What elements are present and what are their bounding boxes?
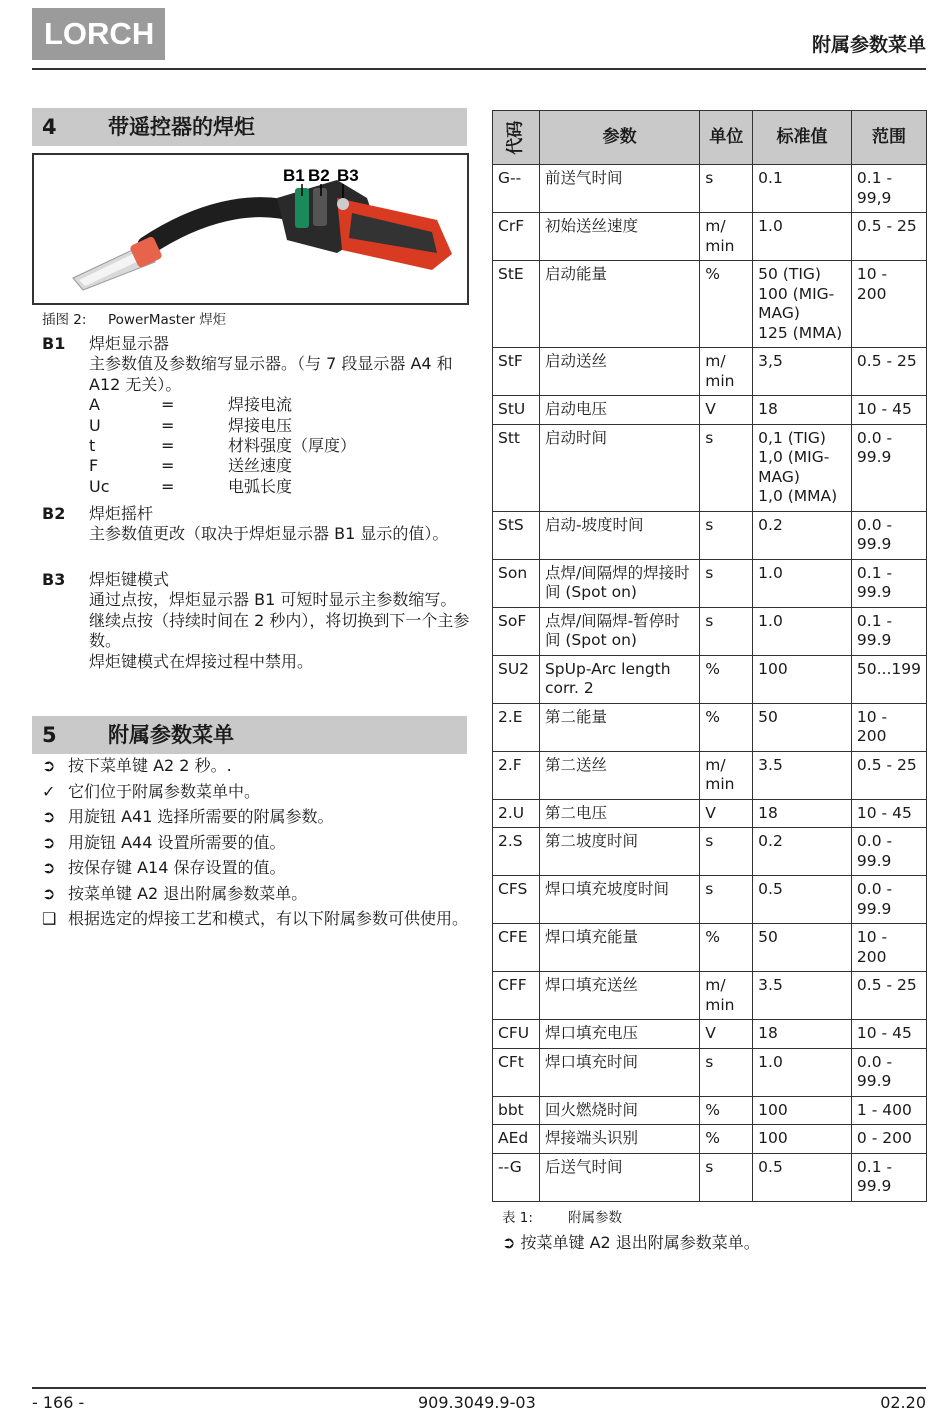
cell-parameter: 启动时间 <box>539 424 699 511</box>
procedure-step-text: 根据选定的焊接工艺和模式，有以下附属参数可供使用。 <box>68 909 469 928</box>
cell-parameter: 点焊/间隔焊-暂停时间 (Spot on) <box>539 607 699 655</box>
cell-code: StF <box>493 348 540 396</box>
cell-unit: % <box>700 1125 753 1154</box>
cell-parameter: 第二能量 <box>539 703 699 751</box>
table-row <box>493 924 927 972</box>
header-divider <box>32 68 926 70</box>
b2-key: B2 <box>42 504 66 523</box>
figure-caption-label: 插图 2: <box>42 312 87 328</box>
cell-code: CFU <box>493 1020 540 1049</box>
cell-code: StU <box>493 396 540 425</box>
cell-code: bbt <box>493 1096 540 1125</box>
cell-range: 0.5 - 25 <box>851 348 926 396</box>
cell-standard: 1.0 <box>753 607 852 655</box>
cell-unit: s <box>700 876 753 924</box>
table-row <box>493 511 927 559</box>
b1-row: A = 焊接电流 <box>89 395 293 415</box>
section-5-heading <box>32 716 467 754</box>
label-b3: B3 <box>337 166 359 185</box>
b1-title: 焊炬显示器 <box>89 334 170 353</box>
procedure-step <box>42 909 474 929</box>
column-header-code: 代码 <box>493 111 540 165</box>
cell-code: 2.S <box>493 828 540 876</box>
b3-description <box>42 570 472 672</box>
cell-range: 0.1 - 99,9 <box>851 165 926 213</box>
b2-text: 主参数值更改（取决于焊炬显示器 B1 显示的值）。 <box>89 524 449 544</box>
page-number: - 166 - <box>32 1393 85 1412</box>
footer-divider <box>32 1387 926 1389</box>
cell-standard: 1.0 <box>753 1048 852 1096</box>
cell-standard: 1.0 <box>753 213 852 261</box>
cell-parameter: 第二电压 <box>539 799 699 828</box>
cell-standard: 0.2 <box>753 511 852 559</box>
cell-standard: 100 <box>753 1096 852 1125</box>
table-row <box>493 559 927 607</box>
cell-code: --G <box>493 1153 540 1201</box>
procedure-step-text: 按下菜单键 A2 2 秒。. <box>68 756 232 775</box>
procedure-step <box>42 884 474 904</box>
cell-code: SU2 <box>493 655 540 703</box>
cell-unit: m/ min <box>700 348 753 396</box>
cell-parameter: 焊接端头识别 <box>539 1125 699 1154</box>
column-header-unit: 单位 <box>700 111 753 165</box>
table-row <box>493 828 927 876</box>
section-4-heading <box>32 108 467 146</box>
column-header-range: 范围 <box>851 111 926 165</box>
table-row <box>493 424 927 511</box>
table-row <box>493 799 927 828</box>
welding-torch-illustration <box>37 158 464 300</box>
cell-unit: % <box>700 924 753 972</box>
cell-code: 2.U <box>493 799 540 828</box>
cell-range: 10 - 200 <box>851 703 926 751</box>
label-b1: B1 <box>283 166 305 185</box>
cell-parameter: 启动电压 <box>539 396 699 425</box>
cell-parameter: 第二坡度时间 <box>539 828 699 876</box>
table-row <box>493 972 927 1020</box>
cell-range: 0.1 - 99.9 <box>851 607 926 655</box>
cell-parameter: 前送气时间 <box>539 165 699 213</box>
b3-key: B3 <box>42 570 66 589</box>
cell-range: 1 - 400 <box>851 1096 926 1125</box>
cell-standard: 50 <box>753 703 852 751</box>
table-caption-text: 附属参数 <box>568 1210 622 1226</box>
section-number: 4 <box>42 115 57 139</box>
cell-standard: 18 <box>753 799 852 828</box>
parameter-table <box>492 110 927 1202</box>
cell-code: StE <box>493 261 540 348</box>
page-header-title: 附属参数菜单 <box>811 34 926 56</box>
cell-range: 0.0 - 99.9 <box>851 511 926 559</box>
b3-title: 焊炬键模式 <box>89 570 170 589</box>
cell-standard: 1.0 <box>753 559 852 607</box>
column-header-standard: 标准值 <box>753 111 852 165</box>
column-header-parameter: 参数 <box>539 111 699 165</box>
table-header-row <box>493 111 927 165</box>
cell-range: 10 - 45 <box>851 396 926 425</box>
cell-code: CFt <box>493 1048 540 1096</box>
procedure-step <box>42 807 474 827</box>
cell-parameter: 焊口填充电压 <box>539 1020 699 1049</box>
b1-description <box>42 334 472 497</box>
section-title: 附属参数菜单 <box>108 723 234 747</box>
b2-description <box>42 504 472 545</box>
arrow-right-icon: ➲ <box>42 832 56 852</box>
cell-code: SoF <box>493 607 540 655</box>
cell-range: 10 - 45 <box>851 1020 926 1049</box>
table-row <box>493 703 927 751</box>
procedure-steps <box>42 756 474 935</box>
cell-parameter: 焊口填充能量 <box>539 924 699 972</box>
table-row <box>493 1096 927 1125</box>
procedure-step <box>42 858 474 878</box>
cell-parameter: 点焊/间隔焊的焊接时间 (Spot on) <box>539 559 699 607</box>
cell-standard: 3.5 <box>753 751 852 799</box>
cell-range: 0.0 - 99.9 <box>851 828 926 876</box>
cell-code: 2.E <box>493 703 540 751</box>
cell-code: G-- <box>493 165 540 213</box>
cell-standard: 18 <box>753 1020 852 1049</box>
cell-standard: 100 <box>753 1125 852 1154</box>
cell-range: 0 - 200 <box>851 1125 926 1154</box>
cell-parameter: 焊口填充坡度时间 <box>539 876 699 924</box>
table-row <box>493 213 927 261</box>
cell-unit: % <box>700 655 753 703</box>
cell-standard: 18 <box>753 396 852 425</box>
section-number: 5 <box>42 723 57 747</box>
cell-range: 0.0 - 99.9 <box>851 1048 926 1096</box>
procedure-step-text: 按菜单键 A2 退出附属参数菜单。 <box>68 883 308 903</box>
cell-unit: m/ min <box>700 972 753 1020</box>
lorch-logo: LORCH <box>32 8 165 60</box>
arrow-right-icon: ➲ <box>42 807 56 826</box>
cell-range: 10 - 200 <box>851 924 926 972</box>
cell-code: Stt <box>493 424 540 511</box>
cell-standard: 50 (TIG) 100 (MIG-MAG) 125 (MMA) <box>753 261 852 348</box>
cell-standard: 0.5 <box>753 876 852 924</box>
table-caption-label: 表 1: <box>502 1210 533 1226</box>
cell-unit: s <box>700 424 753 511</box>
section-title: 带遥控器的焊炬 <box>108 115 255 139</box>
b1-row: t = 材料强度（厚度） <box>89 436 357 456</box>
cell-standard: 0.5 <box>753 1153 852 1201</box>
cell-code: CFF <box>493 972 540 1020</box>
table-row <box>493 348 927 396</box>
cell-range: 0.5 - 25 <box>851 972 926 1020</box>
cell-standard: 100 <box>753 655 852 703</box>
cell-parameter: 启动送丝 <box>539 348 699 396</box>
arrow-right-icon: ➲ <box>502 1233 516 1252</box>
procedure-step-text: 用旋钮 A41 选择所需要的附属参数。 <box>68 807 334 826</box>
cell-parameter: 启动-坡度时间 <box>539 511 699 559</box>
cell-parameter: 后送气时间 <box>539 1153 699 1201</box>
b1-row: Uc = 电弧长度 <box>89 476 293 496</box>
table-row <box>493 607 927 655</box>
cell-parameter: 焊口填充时间 <box>539 1048 699 1096</box>
cell-unit: m/ min <box>700 751 753 799</box>
document-number: 909.3049.9-03 <box>418 1393 536 1412</box>
b2-title: 焊炬摇杆 <box>89 504 154 523</box>
cell-parameter: 启动能量 <box>539 261 699 348</box>
b1-text: 主参数值及参数缩写显示器。（与 7 段显示器 A4 和 A12 无关）。 <box>89 354 453 394</box>
procedure-step-text: 它们位于附属参数菜单中。 <box>68 781 261 801</box>
cell-unit: V <box>700 1020 753 1049</box>
exit-note-text: 按菜单键 A2 退出附属参数菜单。 <box>520 1233 760 1252</box>
cell-code: Son <box>493 559 540 607</box>
cell-standard: 3.5 <box>753 972 852 1020</box>
cell-range: 0.5 - 25 <box>851 751 926 799</box>
revision-date: 02.20 <box>880 1393 926 1412</box>
cell-range: 50...199 <box>851 655 926 703</box>
cell-standard: 50 <box>753 924 852 972</box>
cell-standard: 3,5 <box>753 348 852 396</box>
cell-range: 0.5 - 25 <box>851 213 926 261</box>
cell-unit: V <box>700 396 753 425</box>
table-row <box>493 261 927 348</box>
cell-code: CFE <box>493 924 540 972</box>
procedure-step <box>42 833 474 853</box>
arrow-right-icon: ➲ <box>42 756 56 775</box>
cell-range: 10 - 200 <box>851 261 926 348</box>
table-row <box>493 751 927 799</box>
cell-unit: s <box>700 559 753 607</box>
cell-code: 2.F <box>493 751 540 799</box>
cell-code: AEd <box>493 1125 540 1154</box>
table-row <box>493 396 927 425</box>
cell-unit: m/ min <box>700 213 753 261</box>
cell-unit: s <box>700 511 753 559</box>
cell-standard: 0.2 <box>753 828 852 876</box>
table-row <box>493 1153 927 1201</box>
cell-parameter: SpUp-Arc length corr. 2 <box>539 655 699 703</box>
cell-standard: 0.1 <box>753 165 852 213</box>
cell-code: CrF <box>493 213 540 261</box>
b1-key: B1 <box>42 334 66 353</box>
cell-standard: 0,1 (TIG) 1,0 (MIG-MAG) 1,0 (MMA) <box>753 424 852 511</box>
cell-parameter: 回火燃烧时间 <box>539 1096 699 1125</box>
cell-range: 0.1 - 99.9 <box>851 559 926 607</box>
procedure-step-text: 按保存键 A14 保存设置的值。 <box>68 858 286 877</box>
b3-line: 继续点按（持续时间在 2 秒内），将切换到下一个主参数。 <box>89 610 470 651</box>
check-icon: ✓ <box>42 781 56 801</box>
procedure-step <box>42 756 474 776</box>
cell-range: 0.0 - 99.9 <box>851 876 926 924</box>
table-row <box>493 655 927 703</box>
b3-line: 通过点按，焊炬显示器 B1 可短时显示主参数缩写。 <box>89 590 457 610</box>
cell-range: 0.1 - 99.9 <box>851 1153 926 1201</box>
cell-parameter: 焊口填充送丝 <box>539 972 699 1020</box>
b1-row: U = 焊接电压 <box>89 415 293 435</box>
procedure-step <box>42 782 474 802</box>
cell-unit: s <box>700 165 753 213</box>
cell-unit: % <box>700 261 753 348</box>
cell-unit: s <box>700 1153 753 1201</box>
checkbox-icon: ❑ <box>42 909 57 928</box>
cell-code: StS <box>493 511 540 559</box>
table-caption <box>502 1206 622 1226</box>
figure-caption <box>42 308 226 328</box>
arrow-right-icon: ➲ <box>42 883 56 903</box>
table-row <box>493 1125 927 1154</box>
table-row <box>493 165 927 213</box>
table-row <box>493 1020 927 1049</box>
cell-code: CFS <box>493 876 540 924</box>
label-b2: B2 <box>308 166 330 185</box>
figure-caption-text: PowerMaster 焊炬 <box>108 312 227 328</box>
exit-note <box>502 1230 760 1253</box>
cell-unit: s <box>700 828 753 876</box>
b3-line: 焊炬键模式在焊接过程中禁用。 <box>89 651 314 671</box>
cell-range: 10 - 45 <box>851 799 926 828</box>
cell-unit: % <box>700 1096 753 1125</box>
cell-unit: s <box>700 607 753 655</box>
torch-figure <box>32 153 469 305</box>
b1-row: F = 送丝速度 <box>89 456 293 476</box>
cell-parameter: 初始送丝速度 <box>539 213 699 261</box>
table-row <box>493 1048 927 1096</box>
arrow-right-icon: ➲ <box>42 858 56 877</box>
cell-parameter: 第二送丝 <box>539 751 699 799</box>
table-row <box>493 876 927 924</box>
cell-unit: s <box>700 1048 753 1096</box>
cell-unit: % <box>700 703 753 751</box>
procedure-step-text: 用旋钮 A44 设置所需要的值。 <box>68 832 286 852</box>
cell-unit: V <box>700 799 753 828</box>
cell-range: 0.0 - 99.9 <box>851 424 926 511</box>
